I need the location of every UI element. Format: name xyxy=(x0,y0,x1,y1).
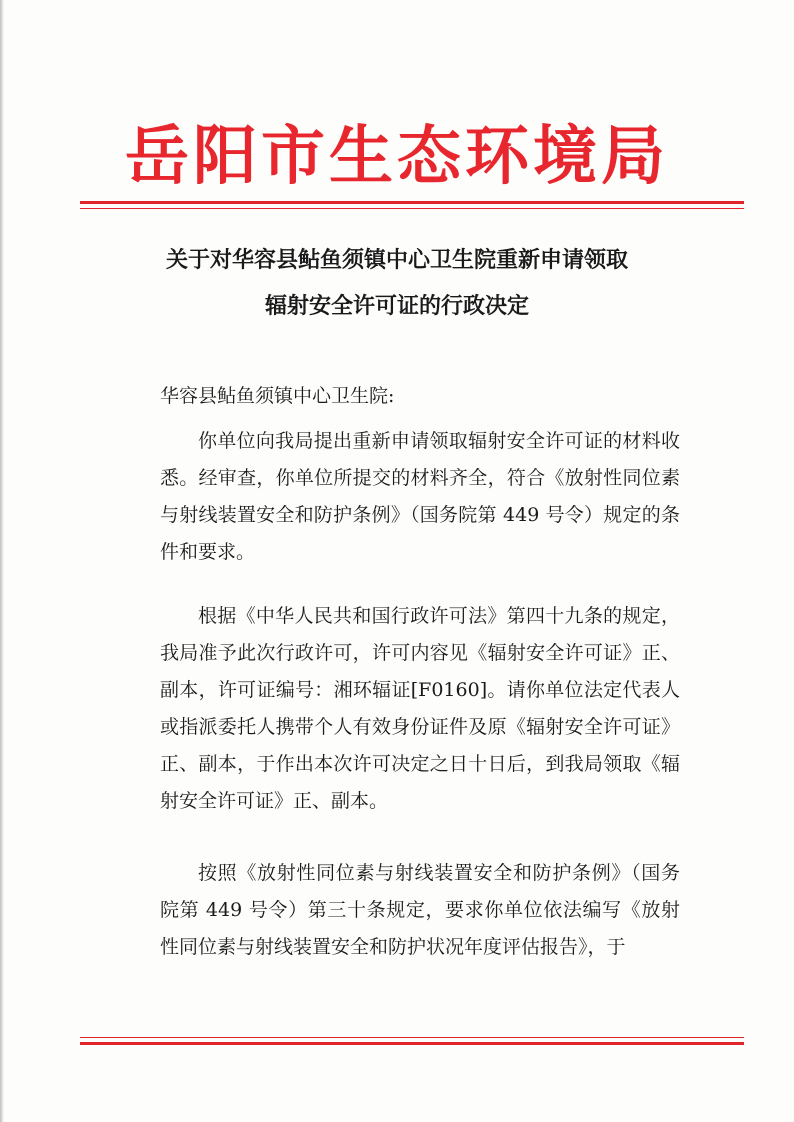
document-title-line2: 辐射安全许可证的行政决定 xyxy=(264,294,529,319)
body-paragraph-2: 根据《中华人民共和国行政许可法》第四十九条的规定，我局准予此次行政许可，许可内容见《辐射安全许可证》正、副本，许可证编号：湘环辐证[F0160]。请你单位法定代表人或指派委托人携带个人有效身份证件及原《辐射安全许可证》正、副本，于作出本次许可决定之日十日后，到我局领取《辐射安全许可证》正、副本。 xyxy=(160,605,680,812)
footer-rule-thin xyxy=(80,1037,744,1038)
letterhead-rule-thick xyxy=(80,201,744,204)
document-title-line1: 关于对华容县鲇鱼须镇中心卫生院重新申请领取 xyxy=(165,248,628,273)
body-paragraph-3: 按照《放射性同位素与射线装置安全和防护条例》（国务院第 449 号令）第三十条规定，要求你单位依法编写《放射性同位素与射线装置安全和防护状况年度评估报告》，于 xyxy=(160,862,680,958)
letterhead-org-name: 岳阳市生态环境局 xyxy=(125,119,669,194)
body-paragraph-1: 你单位向我局提出重新申请领取辐射安全许可证的材料收悉。经审查，你单位所提交的材料齐全，符合《放射性同位素与射线装置安全和防护条例》（国务院第 449 号令）规定的条件和要求。 xyxy=(160,430,680,563)
addressee: 华容县鲇鱼须镇中心卫生院: xyxy=(160,385,395,407)
footer-rule-thick xyxy=(80,1042,744,1045)
letterhead-rule-thin xyxy=(80,208,744,209)
